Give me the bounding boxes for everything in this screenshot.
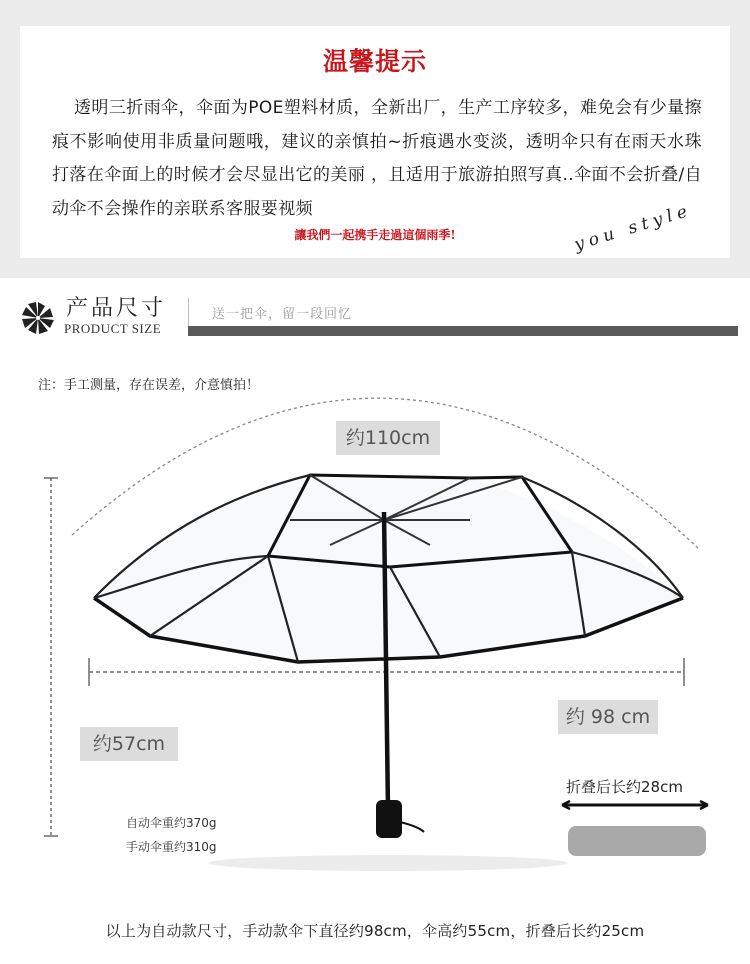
umbrella-illustration — [94, 475, 683, 871]
arc-length-label: 约110cm — [336, 421, 440, 455]
section-subtitle: 送一把伞，留一段回忆 — [212, 307, 353, 322]
height-dimension-line — [44, 478, 58, 836]
folded-length-label: 折叠后长约28cm — [566, 778, 683, 796]
height-label: 约57cm — [80, 727, 178, 761]
weight-auto: 自动伞重约370g — [126, 816, 217, 830]
weight-manual: 手动伞重约310g — [126, 840, 217, 854]
folded-umbrella-image — [568, 826, 706, 856]
notice-slogan: 讓我們一起携手走過這個雨季! — [294, 228, 456, 242]
footer-note: 以上为自动款尺寸，手动款伞下直径约98cm，伞高约55cm，折叠后长约25cm — [105, 922, 645, 940]
section-title-english: PRODUCT SIZE — [64, 321, 162, 336]
notice-title: 温馨提示 — [322, 47, 427, 76]
notice-body: 透明三折雨伞，伞面为POE塑料材质，全新出厂，生产工序较多，难免会有少量擦痕不影响使用非质量问题哦，建议的亲慎拍~折痕遇水变淡，透明伞只有在雨天水珠打落在伞面上的时候才会尽显出它的美丽 ，且适用于旅游拍照写真..伞面不会折叠/自动伞不会操作的亲联系客服要视频 — [52, 98, 702, 219]
measurement-note: 注：手工测量，存在误差，介意慎拍！ — [38, 378, 260, 393]
section-title: 产品尺寸 — [66, 296, 167, 321]
diameter-label: 约 98 cm — [558, 700, 658, 734]
decor-you-style: you style — [572, 200, 695, 256]
